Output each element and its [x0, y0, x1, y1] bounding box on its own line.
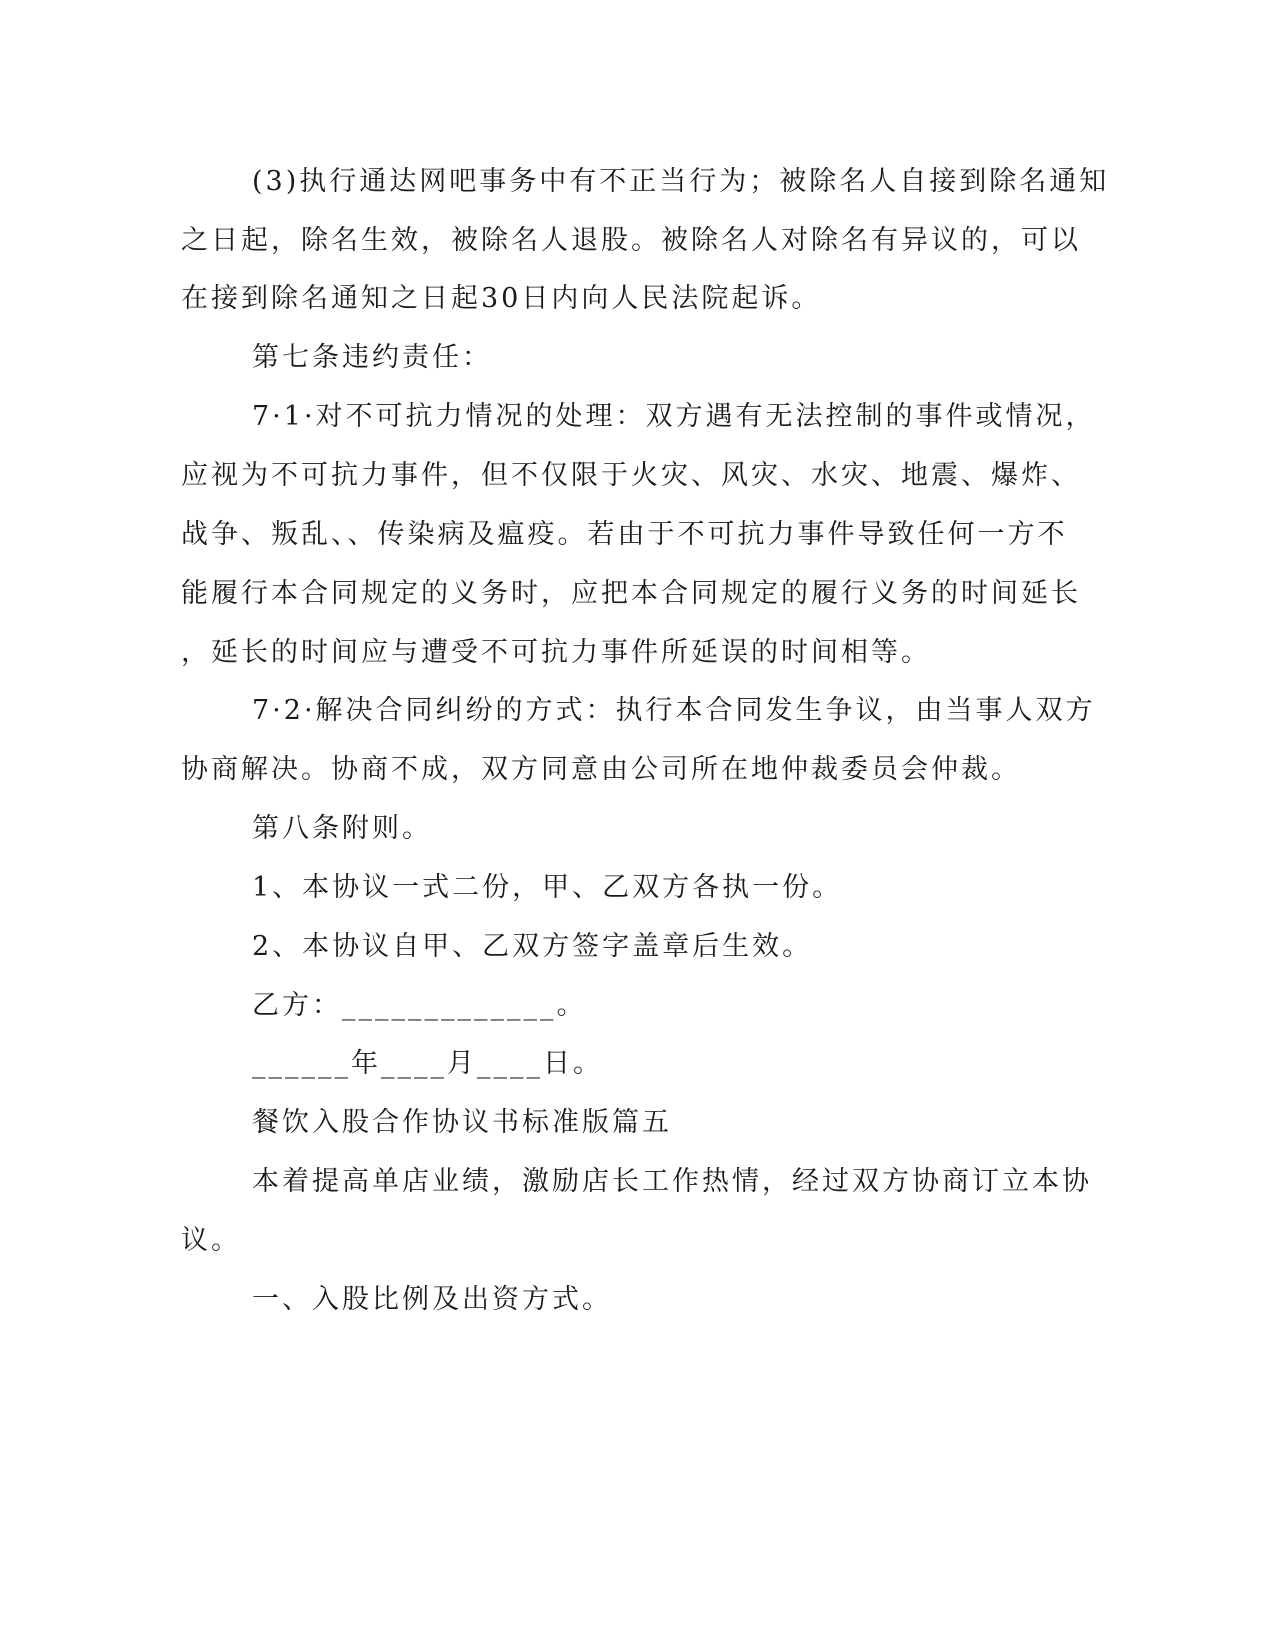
list-item: 2、本协议自甲、乙双方签字盖章后生效。 — [252, 931, 813, 962]
signature-line: 乙方：_____________。 — [252, 990, 587, 1021]
paragraph-line: 战争、叛乱、、传染病及瘟疫。若由于不可抗力事件导致任何一方不 — [181, 519, 1068, 550]
paragraph-line: 之日起，除名生效，被除名人退股。被除名人对除名有异议的，可以 — [181, 225, 1081, 256]
section-heading: 第七条违约责任： — [252, 342, 492, 373]
paragraph-line: 能履行本合同规定的义务时，应把本合同规定的履行义务的时间延长 — [181, 578, 1081, 609]
paragraph-line: (3)执行通达网吧事务中有不正当行为；被除名人自接到除名通知 — [252, 166, 1110, 197]
paragraph-line: 本着提高单店业绩，激励店长工作热情，经过双方协商订立本协 — [252, 1166, 1092, 1197]
paragraph-line: 在接到除名通知之日起30日内向人民法院起诉。 — [181, 283, 822, 314]
paragraph-line: ，延长的时间应与遭受不可抗力事件所延误的时间相等。 — [181, 637, 931, 668]
list-item: 1、本协议一式二份，甲、乙双方各执一份。 — [252, 872, 843, 903]
paragraph-line: 7·1·对不可抗力情况的处理：双方遇有无法控制的事件或情况， — [252, 401, 1096, 432]
section-title: 餐饮入股合作协议书标准版篇五 — [252, 1107, 672, 1138]
paragraph-line: 议。 — [181, 1225, 241, 1256]
paragraph-line: 应视为不可抗力事件，但不仅限于火灾、风灾、水灾、地震、爆炸、 — [181, 460, 1081, 491]
paragraph-line: 协商解决。协商不成，双方同意由公司所在地仲裁委员会仲裁。 — [181, 754, 1021, 785]
paragraph-line: 7·2·解决合同纠纷的方式：执行本合同发生争议，由当事人双方 — [252, 695, 1096, 726]
section-heading: 一、入股比例及出资方式。 — [252, 1284, 612, 1315]
date-line: ______年____月____日。 — [252, 1048, 603, 1079]
section-heading: 第八条附则。 — [252, 813, 432, 844]
